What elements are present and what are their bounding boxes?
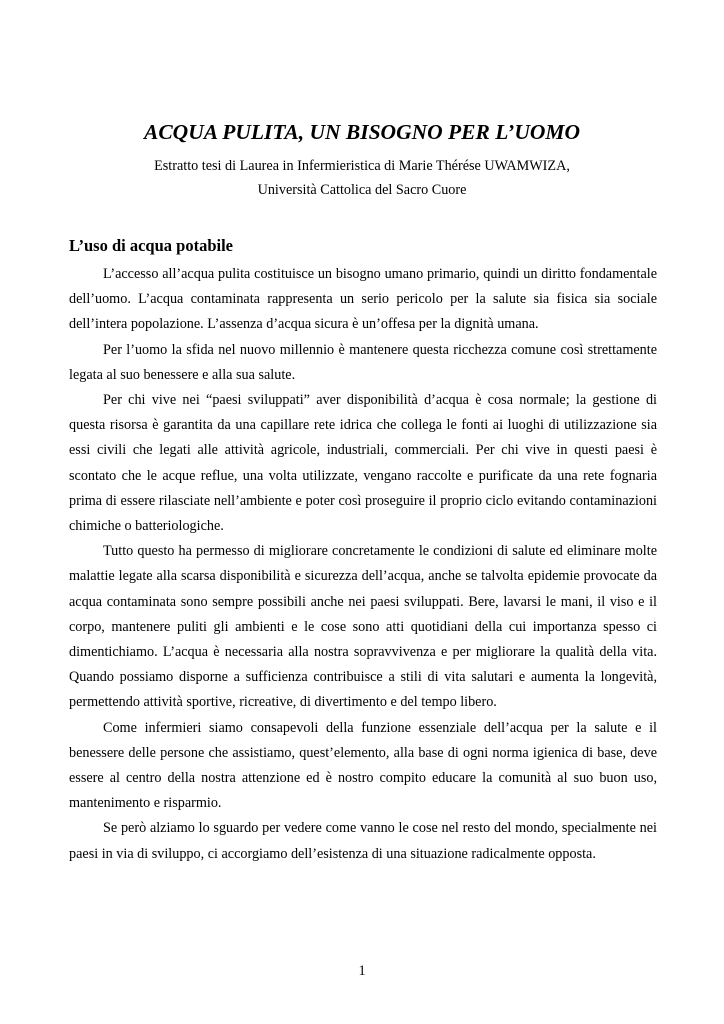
paragraph-4: Tutto questo ha permesso di migliorare concretamente le condizioni di salute ed eliminare molte malattie legate alla scarsa disponibilità e sicurezza dell’acqua, anche se talvolta epidemie provocate da acqua contaminata sono sempre possibili anche nei paesi sviluppati. Bere, lavarsi le mani, il viso e il corpo, mantenere puliti gli ambienti e le cose sono atti quotidiani della cui importanza spesso ci dimentichiamo. L’acqua è necessaria alla nostra sopravvivenza e per migliorare la qualità della vita. Quando possiamo disporne a sufficienza contribuisce a stili di vita salutari e aumenta la longevità, permettendo attività sportive, ricreative, di divertimento e del tempo libero. xyxy=(69,543,657,711)
body-text xyxy=(69,262,657,867)
section-heading: L’uso di acqua potabile xyxy=(69,236,233,255)
document-title: ACQUA PULITA, UN BISOGNO PER L’UOMO xyxy=(143,120,581,144)
paragraph-2: Per l’uomo la sfida nel nuovo millennio è mantenere questa ricchezza comune così strettamente legata al suo benessere e alla sua salute. xyxy=(69,341,657,383)
page-number: 1 xyxy=(358,963,366,979)
paragraph-6: Se però alziamo lo sguardo per vedere come vanno le cose nel resto del mondo, specialmente nei paesi in via di sviluppo, ci accorgiamo dell’esistenza di una situazione radicalmente opposta. xyxy=(69,820,657,862)
document-subtitle-author: Estratto tesi di Laurea in Infermieristica di Marie Thérése UWAMWIZA, xyxy=(154,158,570,174)
document-subtitle-university: Università Cattolica del Sacro Cuore xyxy=(257,182,467,198)
paragraph-5: Come infermieri siamo consapevoli della funzione essenziale dell’acqua per la salute e il benessere delle persone che assistiamo, quest’elemento, alla base di ogni norma igienica di base, deve essere al centro della nostra attenzione ed è nostro compito educare la comunità al suo buon uso, mantenimento e risparmio. xyxy=(69,719,657,812)
paragraph-3: Per chi vive nei “paesi sviluppati” aver disponibilità d’acqua è cosa normale; la gestione di questa risorsa è garantita da una capillare rete idrica che collega le fonti ai luoghi di utilizzazione sia essi civili che legati alle attività agricole, industriali, commerciali. Per chi vive in questi paesi è scontato che le acque reflue, una volta utilizzate, vengano raccolte e purificate da una rete fognaria prima di essere rilasciate nell’ambiente e poter così proseguire il proprio ciclo evitando contaminazioni chimiche o batteriologiche. xyxy=(69,392,657,535)
paragraph-1: L’accesso all’acqua pulita costituisce un bisogno umano primario, quindi un diritto fondamentale dell’uomo. L’acqua contaminata rappresenta un serio pericolo per la salute sia fisica sia sociale dell’intera popolazione. L’assenza d’acqua sicura è un’offesa per la dignità umana. xyxy=(69,266,657,333)
